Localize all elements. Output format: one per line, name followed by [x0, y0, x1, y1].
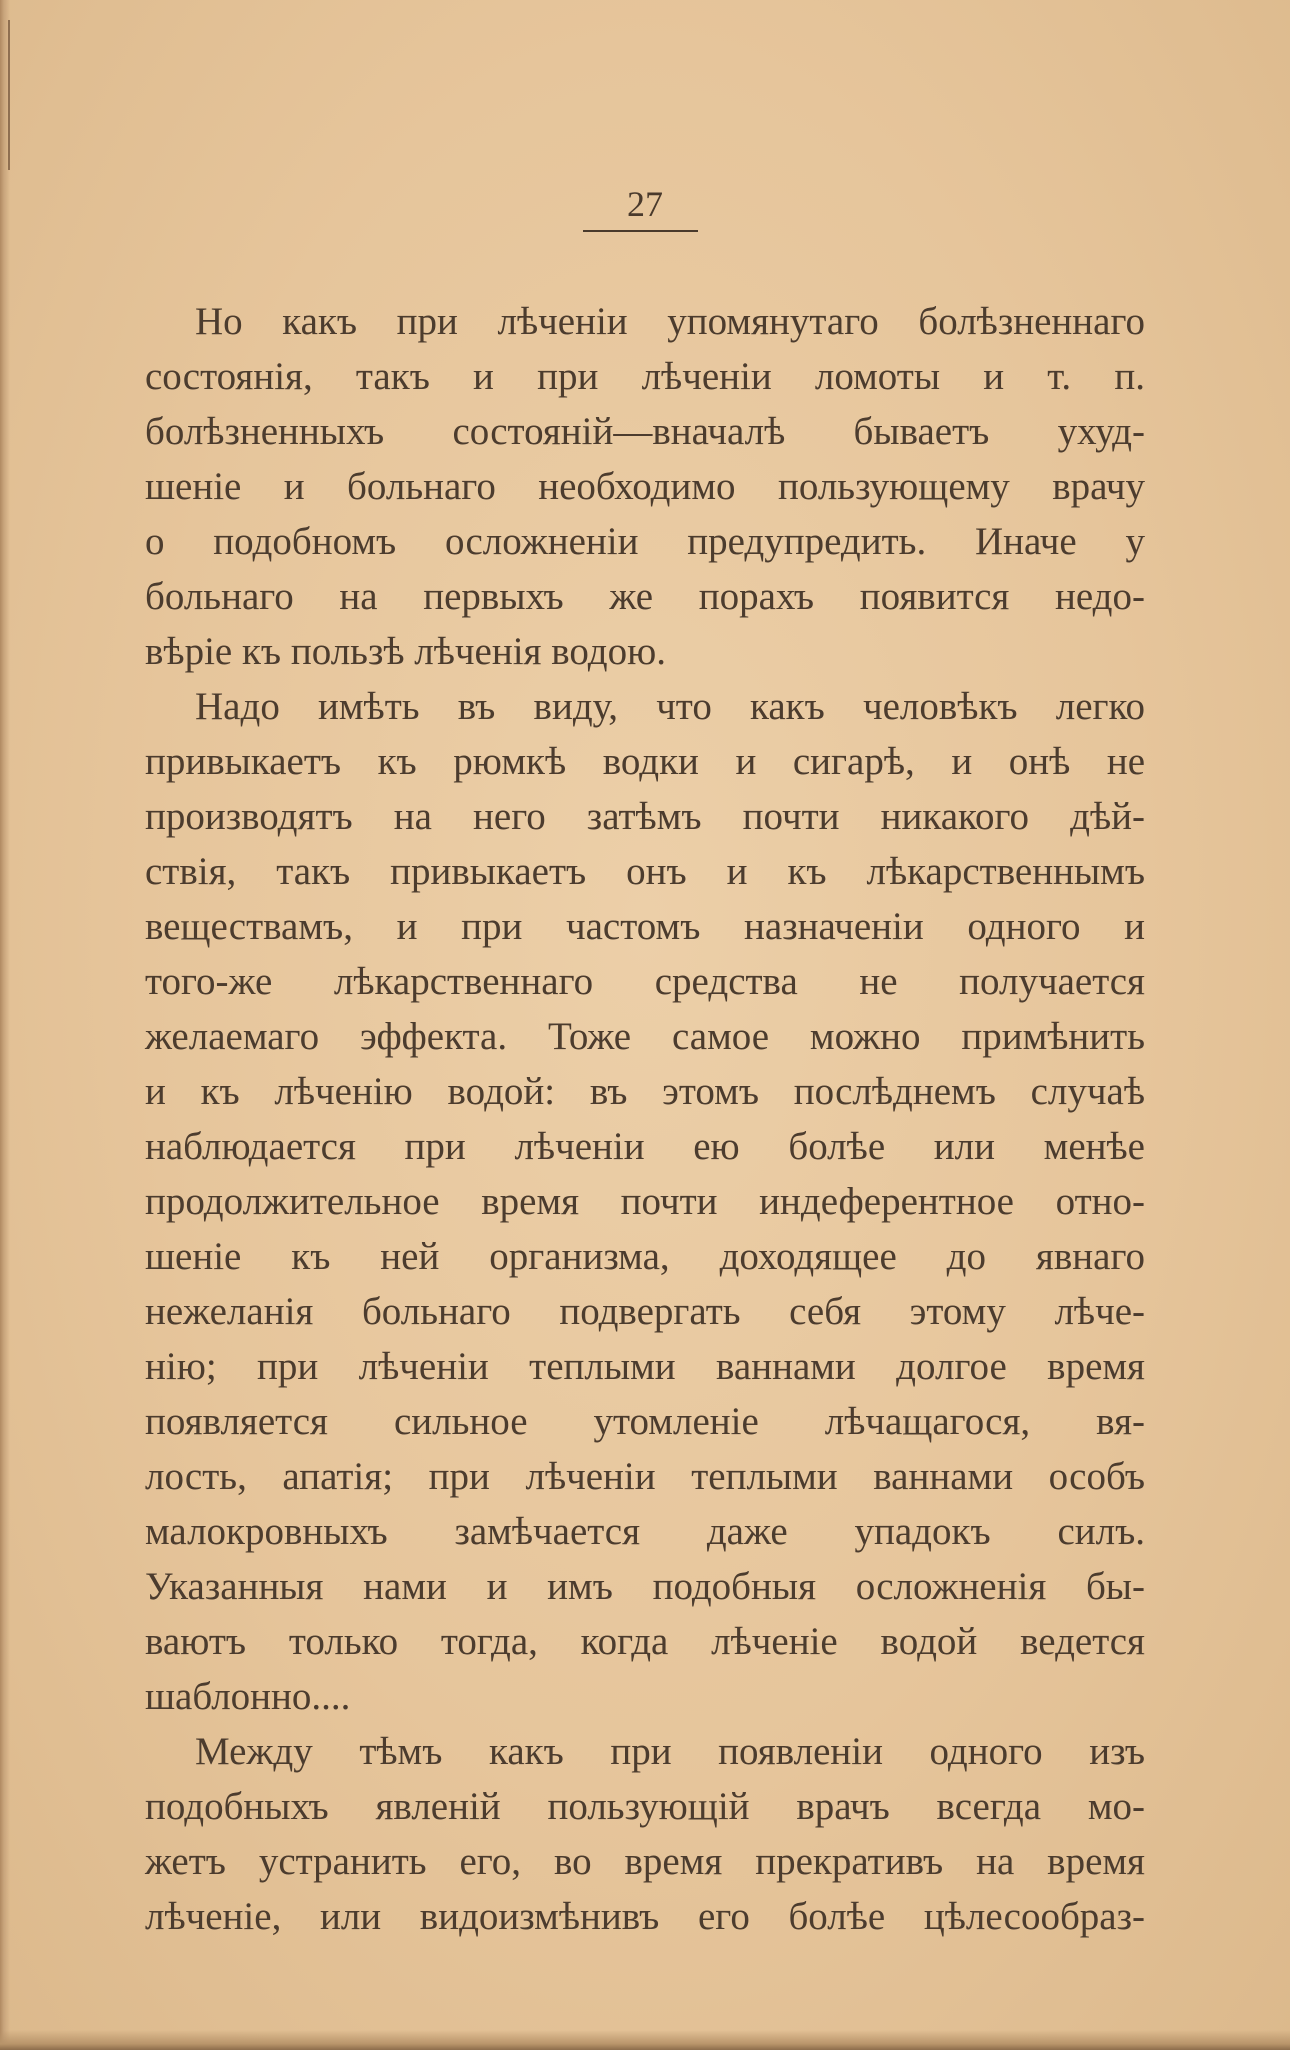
text-line: привыкаетъ къ рюмкѣ водки и сигарѣ, и онѣ не: [145, 740, 1145, 783]
text-line: и къ лѣченію водой: въ этомъ послѣднемъ случаѣ: [145, 1070, 1145, 1113]
text-line: Но какъ при лѣченіи упомянутаго болѣзненнаго: [195, 300, 1145, 343]
text-line: Указанныя нами и имъ подобныя осложненія бы-: [145, 1565, 1145, 1608]
text-line: шеніе и больнаго необходимо пользующему врачу: [145, 465, 1145, 508]
text-line: лость, апатія; при лѣченіи теплыми ваннами особъ: [145, 1455, 1145, 1498]
text-line: состоянія, такъ и при лѣченіи ломоты и т. п.: [145, 355, 1145, 398]
text-line: нію; при лѣченіи теплыми ваннами долгое время: [145, 1345, 1145, 1388]
page-edge-left: [0, 0, 10, 2050]
text-line: шаблонно....: [145, 1675, 351, 1718]
text-line: ваютъ только тогда, когда лѣченіе водой ведется: [145, 1620, 1145, 1663]
text-line: ствія, такъ привыкаетъ онъ и къ лѣкарственнымъ: [145, 850, 1145, 893]
text-line: подобныхъ явленій пользующій врачъ всегда мо-: [145, 1785, 1145, 1828]
binding-line: [8, 20, 10, 170]
text-line: больнаго на первыхъ же порахъ появится недо-: [145, 575, 1145, 618]
page-number-rule: [583, 230, 698, 232]
text-line: наблюдается при лѣченіи ею болѣе или менѣе: [145, 1125, 1145, 1168]
text-line: болѣзненныхъ состояній—вначалѣ бываетъ ухуд-: [145, 410, 1145, 453]
text-line: Между тѣмъ какъ при появленіи одного изъ: [195, 1730, 1145, 1773]
text-line: продолжительное время почти индеферентное отно-: [145, 1180, 1145, 1223]
text-line: того-же лѣкарственнаго средства не получается: [145, 960, 1145, 1003]
text-line: о подобномъ осложненіи предупредить. Иначе у: [145, 520, 1145, 563]
page-edge-bottom: [0, 2030, 1290, 2050]
text-line: желаемаго эффекта. Тоже самое можно примѣнить: [145, 1015, 1145, 1058]
text-line: веществамъ, и при частомъ назначеніи одного и: [145, 905, 1145, 948]
text-line: лѣченіе, или видоизмѣнивъ его болѣе цѣлесообраз-: [145, 1895, 1145, 1938]
text-line: производятъ на него затѣмъ почти никакого дѣй-: [145, 795, 1145, 838]
text-line: жетъ устранить его, во время прекративъ на время: [145, 1840, 1145, 1883]
text-line: нежеланія больнаго подвергать себя этому лѣче-: [145, 1290, 1145, 1333]
text-line: вѣріе къ пользѣ лѣченія водою.: [145, 630, 666, 673]
page-number: 27: [627, 184, 663, 224]
text-line: появляется сильное утомленіе лѣчащагося, вя-: [145, 1400, 1145, 1443]
body-text: [145, 294, 1145, 1944]
text-line: малокровныхъ замѣчается даже упадокъ силъ.: [145, 1510, 1145, 1553]
text-line: Надо имѣть въ виду, что какъ человѣкъ легко: [195, 685, 1145, 728]
text-line: шеніе къ ней организма, доходящее до явнаго: [145, 1235, 1145, 1278]
